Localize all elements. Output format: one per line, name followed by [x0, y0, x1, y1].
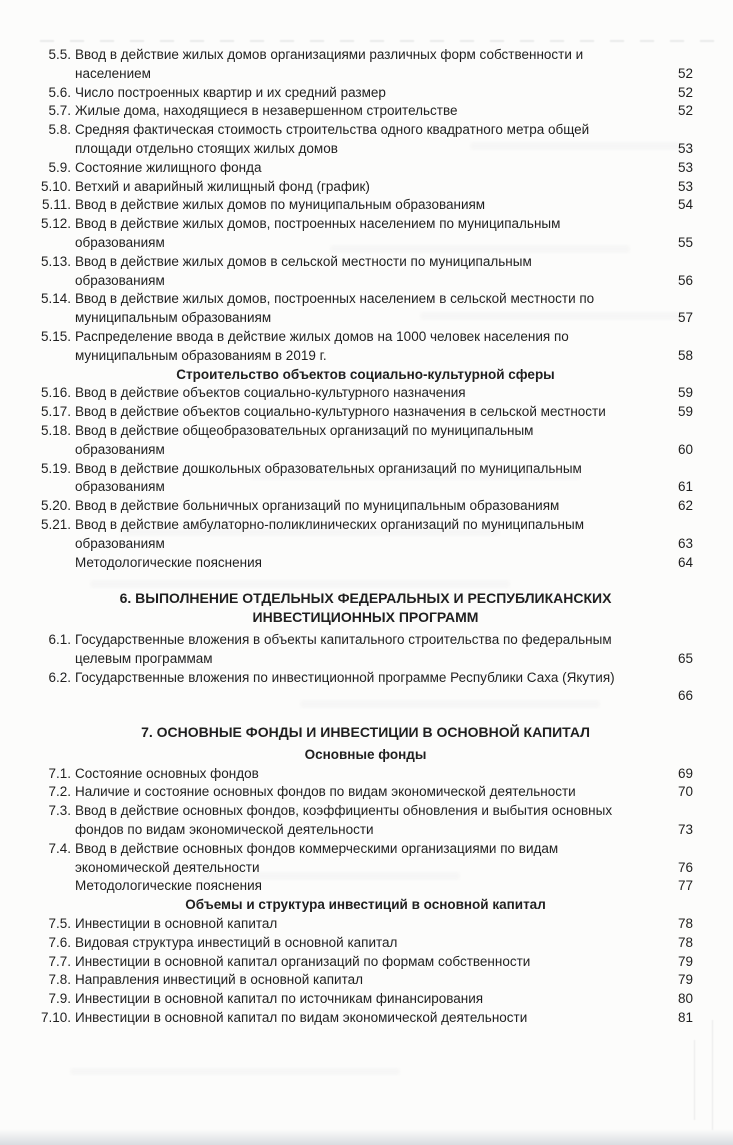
- toc-entry-row: [38, 272, 693, 291]
- toc-entry-row: [38, 821, 693, 840]
- toc-entry: [38, 328, 693, 366]
- heading-line: Основные фонды: [304, 746, 427, 762]
- toc-list: [38, 46, 693, 1028]
- toc-entry-row: [38, 234, 693, 253]
- toc-entry-row: [38, 121, 693, 140]
- entry-page-number: 70: [677, 784, 693, 800]
- toc-entry-row: [38, 290, 693, 309]
- entry-number: 5.18.: [40, 422, 71, 438]
- entry-page-number: 60: [677, 441, 693, 457]
- entry-number: 5.14.: [40, 291, 71, 307]
- toc-entry: [38, 196, 693, 215]
- toc-entry-row: [38, 765, 693, 784]
- entry-page-number: 52: [677, 65, 693, 81]
- entry-number: 5.8.: [48, 122, 71, 138]
- section-heading: [38, 723, 693, 742]
- toc-entry-row: [38, 934, 693, 953]
- entry-title: Средняя фактическая стоимость строительства одного квадратного метра общей: [75, 122, 590, 138]
- toc-entry: [38, 840, 693, 878]
- entry-title: Ввод в действие объектов социально-культурного назначения: [75, 385, 466, 401]
- entry-title: Ввод в действие дошкольных образовательных организаций по муниципальным: [75, 460, 582, 476]
- entry-title: Методологические пояснения: [75, 554, 262, 570]
- entry-title: Инвестиции в основной капитал по источникам финансирования: [75, 991, 484, 1007]
- toc-entry: [38, 253, 693, 291]
- toc-entry-row: [38, 460, 693, 479]
- entry-page-number: 66: [677, 688, 693, 704]
- toc-entry-row: [38, 859, 693, 878]
- entry-page-number: 64: [677, 554, 693, 570]
- entry-title: Ввод в действие объектов социально-культурного назначения в сельской местности: [75, 404, 606, 420]
- toc-entry-row: [38, 159, 693, 178]
- toc-entry: [38, 290, 693, 328]
- toc-entry: [38, 403, 693, 422]
- entry-number: 6.1.: [48, 631, 71, 647]
- toc-entry-row: [38, 877, 693, 896]
- toc-entry-row: [38, 347, 693, 366]
- entry-title: образованиям: [75, 272, 165, 288]
- toc-entry: [38, 121, 693, 159]
- entry-page-number: 57: [677, 310, 693, 326]
- entry-page-number: 61: [677, 479, 693, 495]
- entry-title: Ввод в действие амбулаторно-поликлинических организаций по муниципальным: [75, 516, 584, 532]
- entry-number: 7.8.: [48, 972, 71, 988]
- toc-entry-row: [38, 650, 693, 669]
- toc-entry-row: [38, 478, 693, 497]
- toc-entry: [38, 765, 693, 784]
- entry-number: 7.6.: [48, 934, 71, 950]
- toc-entry: [38, 631, 693, 669]
- entry-page-number: 56: [677, 272, 693, 288]
- heading-line: 7. ОСНОВНЫЕ ФОНДЫ И ИНВЕСТИЦИИ В ОСНОВНОЙ КАПИТАЛ: [141, 724, 590, 741]
- toc-entry: [38, 934, 693, 953]
- entry-page-number: 59: [677, 404, 693, 420]
- entry-page-number: 52: [677, 84, 693, 100]
- entry-title: Ввод в действие жилых домов в сельской местности по муниципальным: [75, 253, 532, 269]
- toc-entry: [38, 877, 693, 896]
- entry-title: Методологические пояснения: [75, 878, 262, 894]
- entry-title: Состояние основных фондов: [75, 765, 259, 781]
- entry-number: 7.9.: [48, 991, 71, 1007]
- toc-entry-row: [38, 84, 693, 103]
- entry-page-number: 81: [677, 1010, 693, 1026]
- toc-entry: [38, 783, 693, 802]
- toc-entry-row: [38, 990, 693, 1009]
- entry-page-number: 59: [677, 385, 693, 401]
- heading-line: ИНВЕСТИЦИОННЫХ ПРОГРАММ: [252, 609, 479, 626]
- entry-number: 5.9.: [48, 159, 71, 175]
- toc-entry-row: [38, 1009, 693, 1028]
- toc-entry-row: [38, 309, 693, 328]
- group-heading: [38, 366, 693, 385]
- entry-page-number: 62: [677, 498, 693, 514]
- entry-title: образованиям: [75, 441, 165, 457]
- entry-title: муниципальным образованиям: [75, 310, 272, 326]
- entry-number: 6.2.: [48, 669, 71, 685]
- toc-entry-row: [38, 953, 693, 972]
- entry-number: 5.5.: [48, 47, 71, 62]
- entry-title: муниципальным образованиям в 2019 г.: [75, 347, 327, 363]
- entry-title: Государственные вложения по инвестиционной программе Республики Саха (Якутия): [75, 669, 615, 685]
- entry-page-number: 73: [677, 822, 693, 838]
- entry-page-number: 79: [677, 953, 693, 969]
- entry-title: Жилые дома, находящиеся в незавершенном строительстве: [75, 103, 458, 119]
- entry-number: 5.20.: [40, 498, 71, 514]
- entry-number: 7.4.: [48, 840, 71, 856]
- toc-entry: [38, 915, 693, 934]
- entry-title: целевым программам: [75, 650, 213, 666]
- entry-page-number: 76: [677, 859, 693, 875]
- entry-number: 7.1.: [48, 765, 71, 781]
- group-heading: [38, 896, 693, 915]
- toc-entry-row: [38, 422, 693, 441]
- entry-title: Ввод в действие общеобразовательных организаций по муниципальным: [75, 422, 534, 438]
- entry-title: Ветхий и аварийный жилищный фонд (график): [75, 178, 370, 194]
- toc-entry: [38, 802, 693, 840]
- toc-entry-row: [38, 802, 693, 821]
- entry-number: 5.13.: [40, 253, 71, 269]
- entry-page-number: 65: [677, 650, 693, 666]
- entry-title: Состояние жилищного фонда: [75, 159, 262, 175]
- entry-title: Ввод в действие основных фондов коммерческими организациями по видам: [75, 840, 559, 856]
- entry-title: образованиям: [75, 234, 165, 250]
- scan-streak: [40, 40, 723, 42]
- entry-page-number: 78: [677, 934, 693, 950]
- toc-entry-row: [38, 516, 693, 535]
- entry-page-number: 52: [677, 103, 693, 119]
- toc-entry: [38, 669, 693, 707]
- entry-title: Направления инвестиций в основной капитал: [75, 972, 364, 988]
- entry-page-number: 55: [677, 234, 693, 250]
- toc-entry-row: [38, 840, 693, 859]
- toc-entry: [38, 953, 693, 972]
- entry-page-number: 53: [677, 140, 693, 156]
- entry-page-number: 79: [677, 972, 693, 988]
- entry-title: Ввод в действие больничных организаций по муниципальным образованиям: [75, 498, 560, 514]
- entry-title: Инвестиции в основной капитал по видам экономической деятельности: [75, 1010, 528, 1026]
- entry-title: Ввод в действие жилых домов, построенных населением в сельской местности по: [75, 291, 595, 307]
- entry-number: 5.11.: [41, 197, 71, 213]
- toc-entry: [38, 102, 693, 121]
- entry-number: 7.10.: [40, 1010, 71, 1026]
- entry-number: 5.16.: [40, 385, 71, 401]
- toc-entry: [38, 159, 693, 178]
- toc-entry: [38, 1009, 693, 1028]
- toc-entry: [38, 84, 693, 103]
- entry-title: Ввод в действие жилых домов, построенных населением по муниципальным: [75, 216, 561, 232]
- entry-page-number: 80: [677, 991, 693, 1007]
- toc-entry-row: [38, 915, 693, 934]
- entry-title: Государственные вложения в объекты капитального строительства по федеральным: [75, 631, 612, 647]
- toc-entry-row: [38, 215, 693, 234]
- entry-number: 5.15.: [40, 328, 71, 344]
- entry-title: Видовая структура инвестиций в основной капитал: [75, 934, 398, 950]
- toc-entry-row: [38, 669, 693, 688]
- entry-number: 7.3.: [48, 803, 71, 819]
- entry-number: 7.2.: [48, 784, 71, 800]
- entry-page-number: 53: [677, 178, 693, 194]
- entry-title: Наличие и состояние основных фондов по видам экономической деятельности: [75, 784, 576, 800]
- toc-entry: [38, 971, 693, 990]
- toc-entry-row: [38, 554, 693, 573]
- entry-title: Ввод в действие основных фондов, коэффициенты обновления и выбытия основных: [75, 803, 613, 819]
- scan-edge-shadow: [0, 1129, 733, 1145]
- entry-number: 5.6.: [48, 84, 71, 100]
- entry-title: Распределение ввода в действие жилых домов на 1000 человек населения по: [75, 328, 569, 344]
- entry-number: 5.10.: [40, 178, 71, 194]
- entry-page-number: 58: [677, 347, 693, 363]
- entry-number: 7.5.: [48, 916, 71, 932]
- toc-entry-row: [38, 46, 693, 65]
- entry-title: площади отдельно стоящих жилых домов: [75, 140, 338, 156]
- bleedthrough-mark: [70, 1068, 400, 1075]
- toc-entry-row: [38, 971, 693, 990]
- entry-number: 5.7.: [48, 103, 71, 119]
- toc-entry: [38, 215, 693, 253]
- toc-entry-row: [38, 441, 693, 460]
- entry-title: образованиям: [75, 535, 165, 551]
- toc-entry: [38, 178, 693, 197]
- toc-entry: [38, 554, 693, 573]
- scan-streak: [712, 1020, 713, 1130]
- entry-number: 5.12.: [40, 216, 71, 232]
- toc-entry-row: [38, 403, 693, 422]
- entry-title: образованиям: [75, 479, 165, 495]
- entry-page-number: 63: [677, 535, 693, 551]
- entry-number: 7.7.: [48, 953, 71, 969]
- entry-title: населением: [75, 65, 151, 81]
- toc-entry: [38, 990, 693, 1009]
- entry-number: 5.21.: [40, 516, 71, 532]
- toc-entry-row: [38, 196, 693, 215]
- toc-entry-row: [38, 102, 693, 121]
- heading-line: Строительство объектов социально-культурной сферы: [176, 366, 555, 382]
- toc-entry: [38, 460, 693, 498]
- entry-page-number: 53: [677, 159, 693, 175]
- toc-entry-row: [38, 783, 693, 802]
- toc-entry: [38, 46, 693, 84]
- entry-title: Число построенных квартир и их средний размер: [75, 84, 386, 100]
- heading-line: 6. ВЫПОЛНЕНИЕ ОТДЕЛЬНЫХ ФЕДЕРАЛЬНЫХ И РЕСПУБЛИКАНСКИХ: [119, 590, 612, 607]
- scan-streak: [694, 1040, 695, 1120]
- entry-title: Ввод в действие жилых домов по муниципальным образованиям: [75, 197, 486, 213]
- entry-title: Инвестиции в основной капитал организаций по формам собственности: [75, 953, 531, 969]
- entry-title: экономической деятельности: [75, 859, 260, 875]
- entry-title: фондов по видам экономической деятельности: [75, 822, 374, 838]
- toc-entry-row: [38, 178, 693, 197]
- toc-entry-row: [38, 631, 693, 650]
- entry-title: Ввод в действие жилых домов организациями различных форм собственности и: [75, 47, 584, 62]
- toc-entry-row: [38, 140, 693, 159]
- toc-entry-row: [38, 328, 693, 347]
- entry-page-number: 78: [677, 916, 693, 932]
- toc-entry-row: [38, 687, 693, 706]
- toc-entry-row: [38, 384, 693, 403]
- group-heading: [38, 746, 693, 765]
- entry-title: Инвестиции в основной капитал: [75, 916, 278, 932]
- toc-entry-row: [38, 497, 693, 516]
- toc-entry-row: [38, 253, 693, 272]
- heading-line: Объемы и структура инвестиций в основной капитал: [185, 897, 546, 913]
- toc-entry: [38, 422, 693, 460]
- entry-page-number: 69: [677, 765, 693, 781]
- toc-entry: [38, 384, 693, 403]
- toc-entry-row: [38, 65, 693, 84]
- toc-entry-row: [38, 535, 693, 554]
- entry-page-number: 54: [677, 197, 693, 213]
- entry-number: 5.19.: [40, 460, 71, 476]
- section-heading: [38, 589, 693, 627]
- entry-number: 5.17.: [40, 404, 71, 420]
- entry-page-number: 77: [677, 878, 693, 894]
- toc-entry: [38, 497, 693, 516]
- toc-entry: [38, 516, 693, 554]
